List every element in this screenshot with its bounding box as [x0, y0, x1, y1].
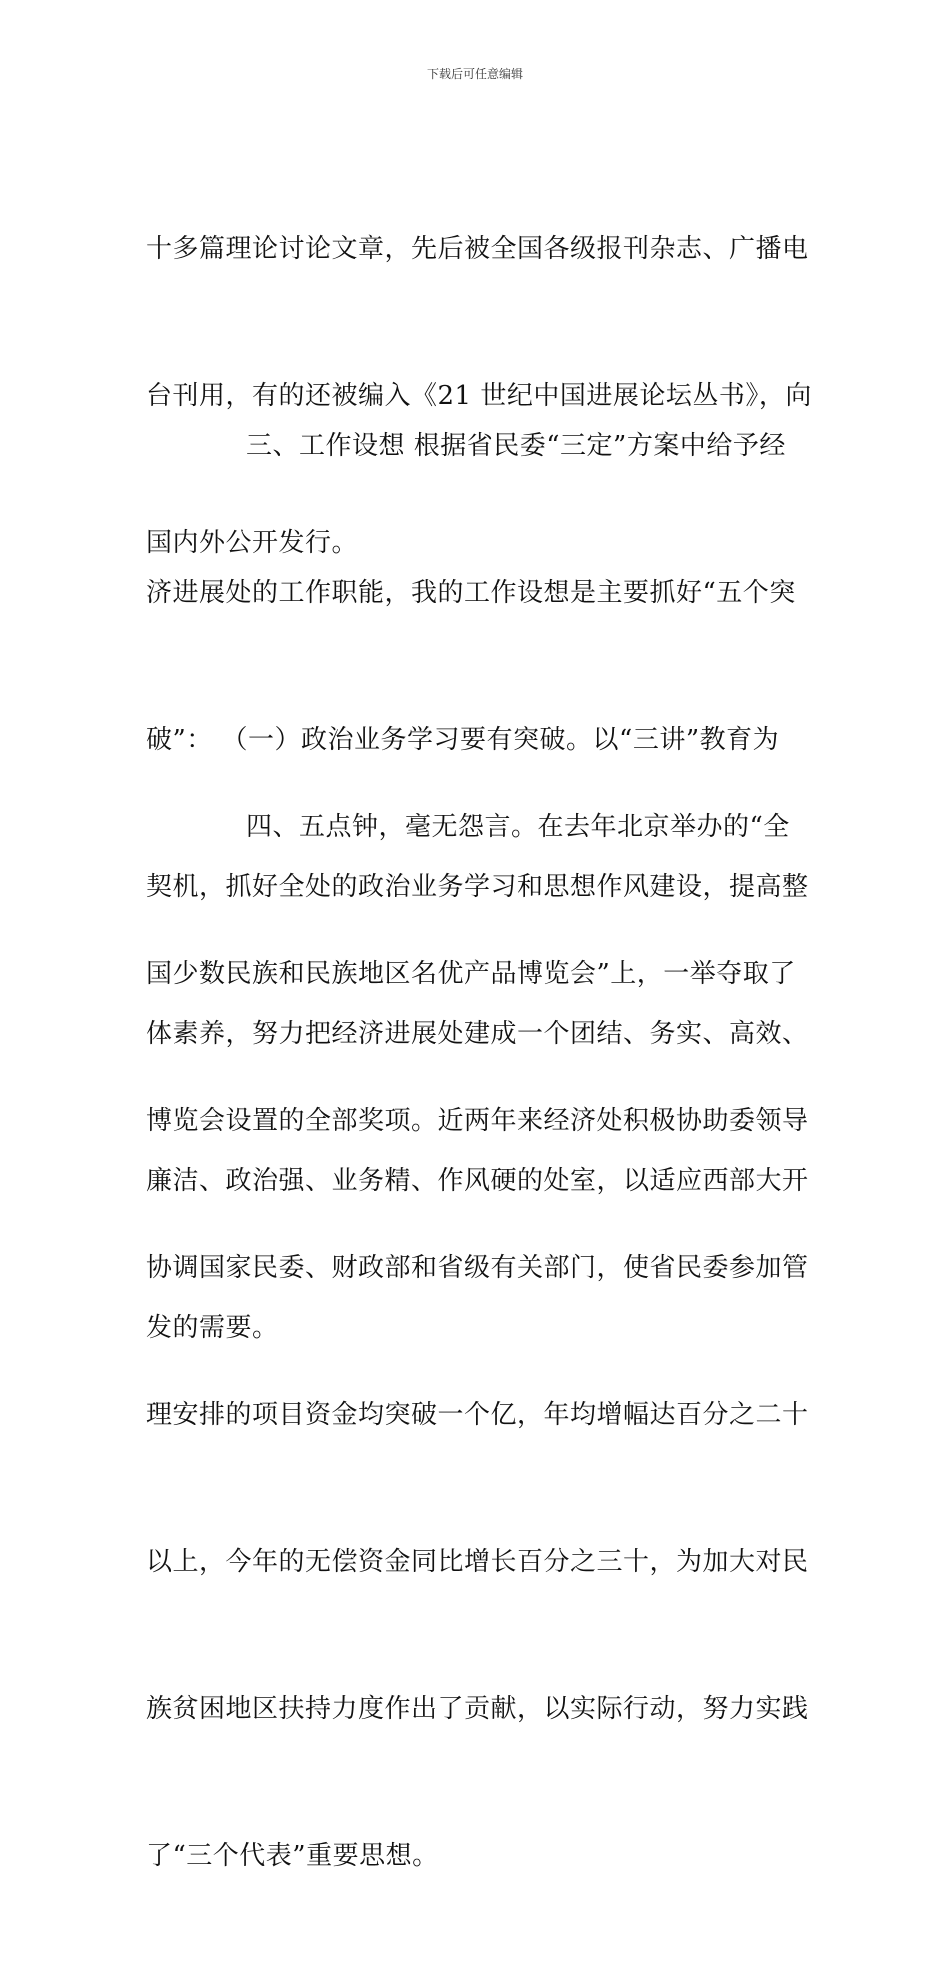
text-line: 契机，抓好全处的政治业务学习和思想作风建设，提高整 [146, 872, 809, 902]
text-line: 三、工作设想 根据省民委“三定”方案中给予经 [246, 431, 786, 461]
text-line: 国少数民族和民族地区名优产品博览会”上，一举夺取了 [146, 959, 796, 989]
text-line: 理安排的项目资金均突破一个亿，年均增幅达百分之二十 [146, 1400, 809, 1430]
text-line: 廉洁、政治强、业务精、作风硬的处室，以适应西部大开 [146, 1166, 809, 1196]
text-line: 以上，今年的无偿资金同比增长百分之三十，为加大对民 [146, 1547, 809, 1577]
text-line: 族贫困地区扶持力度作出了贡献，以实际行动，努力实践 [146, 1694, 809, 1724]
text-line: 四、五点钟，毫无怨言。在去年北京举办的“全 [246, 812, 790, 842]
paragraph-3 [146, 705, 816, 1979]
text-line: 了“三个代表”重要思想。 [146, 1841, 439, 1871]
text-line: 台刊用，有的还被编入《21 世纪中国进展论坛丛书》，向 [146, 381, 812, 411]
text-line: 济进展处的工作职能，我的工作设想是主要抓好“五个突 [146, 578, 796, 608]
text-line: 十多篇理论讨论文章，先后被全国各级报刊杂志、广播电 [146, 234, 809, 264]
page-header: 下载后可任意编辑 [426, 67, 523, 81]
text-line: 博览会设置的全部奖项。近两年来经济处积极协助委领导 [146, 1106, 809, 1136]
text-line: 协调国家民委、财政部和省级有关部门，使省民委参加管 [146, 1253, 809, 1283]
text-line: 破”： （一）政治业务学习要有突破。以“三讲”教育为 [146, 725, 780, 755]
text-line: 发的需要。 [146, 1313, 279, 1343]
text-line: 体素养，努力把经济进展处建成一个团结、务实、高效、 [146, 1019, 809, 1049]
text-line: 国内外公开发行。 [146, 528, 359, 558]
